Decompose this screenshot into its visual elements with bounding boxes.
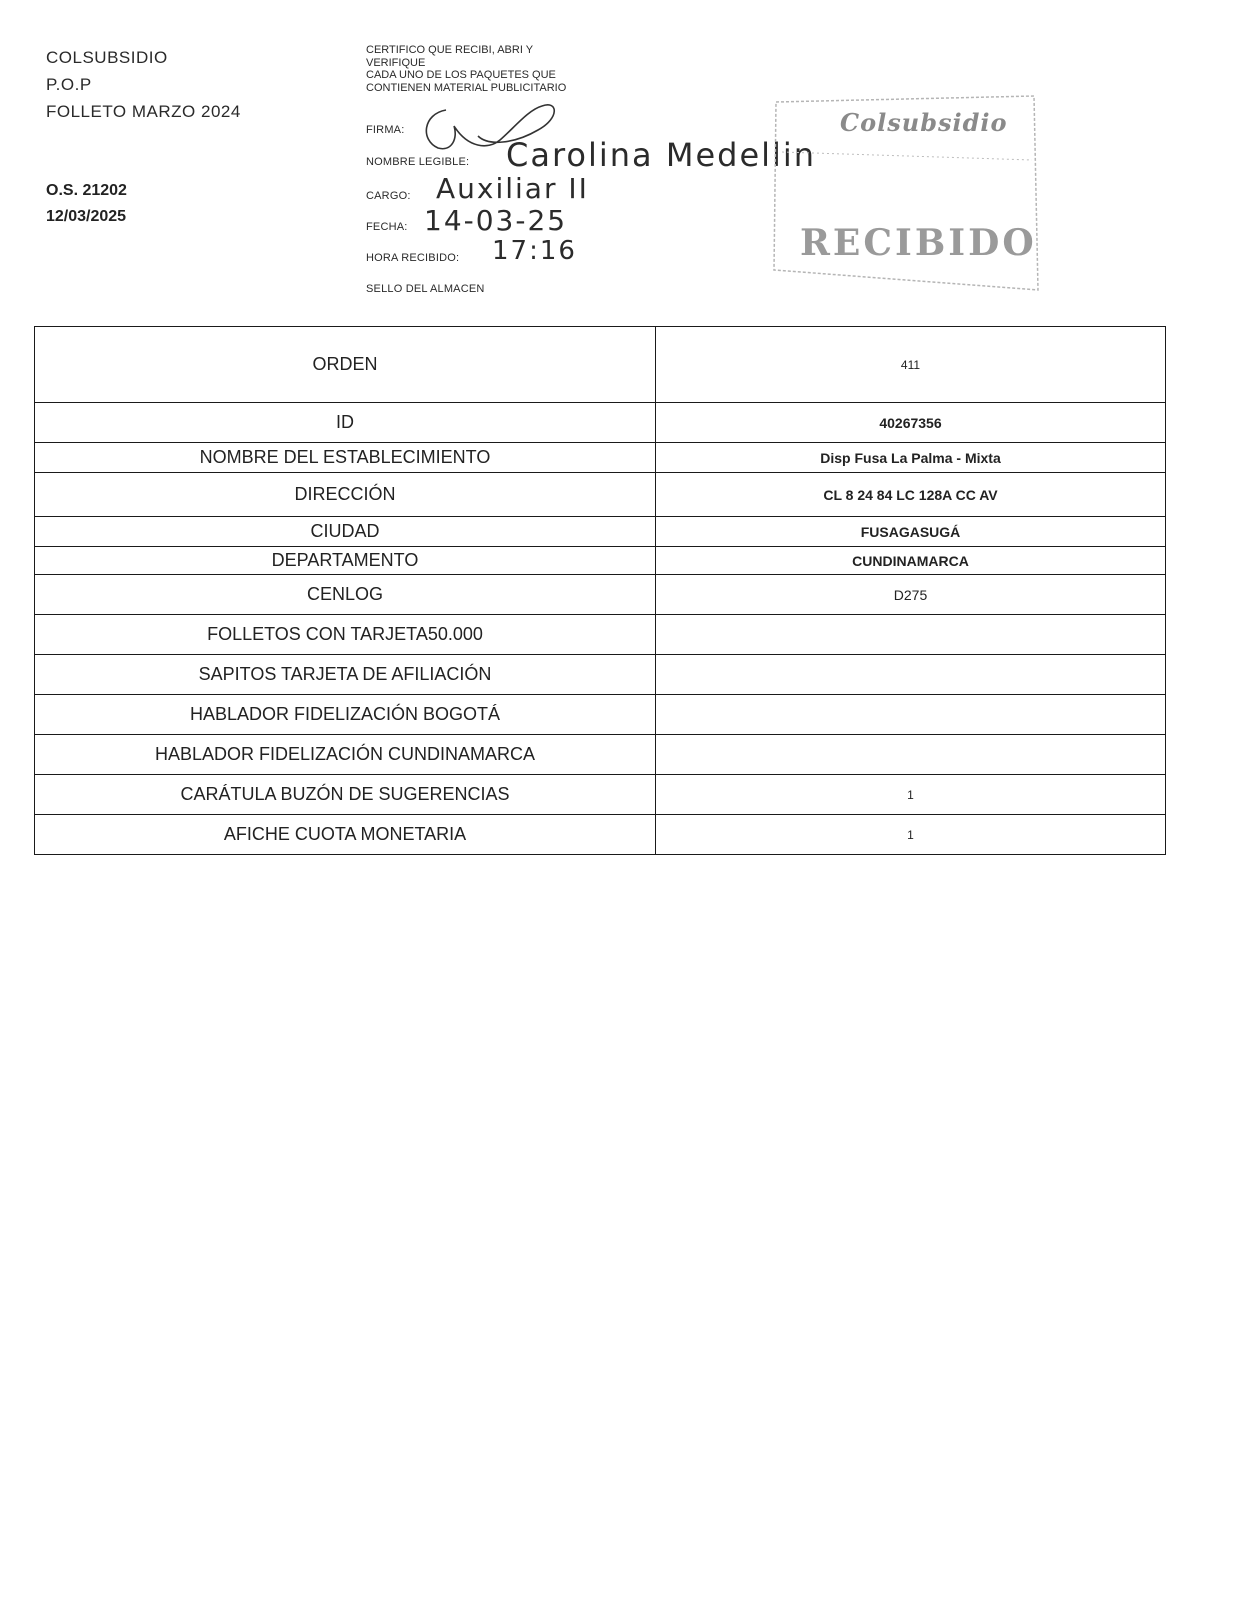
table-row (35, 327, 1166, 403)
row-label: DEPARTAMENTO (35, 547, 656, 575)
row-label: AFICHE CUOTA MONETARIA (35, 815, 656, 855)
header-block (46, 44, 241, 125)
table-row (35, 517, 1166, 547)
row-value: CL 8 24 84 LC 128A CC AV (656, 473, 1166, 517)
table-row (35, 655, 1166, 695)
row-value: CUNDINAMARCA (656, 547, 1166, 575)
row-value: 1 (656, 815, 1166, 855)
certification-line: VERIFIQUE (366, 56, 426, 69)
row-label: SAPITOS TARJETA DE AFILIACIÓN (35, 655, 656, 695)
certification-line: CONTIENEN MATERIAL PUBLICITARIO (366, 81, 567, 94)
row-value: 40267356 (656, 403, 1166, 443)
table-row (35, 473, 1166, 517)
row-value (656, 615, 1166, 655)
row-label: HABLADOR FIDELIZACIÓN BOGOTÁ (35, 695, 656, 735)
stamp-received-text: RECIBIDO (800, 222, 1037, 264)
row-label: CIUDAD (35, 517, 656, 547)
fecha-label: FECHA: (366, 221, 408, 233)
row-label: CENLOG (35, 575, 656, 615)
sello-label: SELLO DEL ALMACEN (366, 283, 485, 295)
row-value: 411 (656, 327, 1166, 403)
table-row (35, 735, 1166, 775)
table-row (35, 547, 1166, 575)
row-value (656, 695, 1166, 735)
campaign-title: FOLLETO MARZO 2024 (46, 102, 241, 121)
handwritten-time: 17:16 (492, 236, 577, 266)
handwritten-name: Carolina Medellin (506, 136, 817, 174)
table-row (35, 403, 1166, 443)
row-label: FOLLETOS CON TARJETA50.000 (35, 615, 656, 655)
row-value (656, 735, 1166, 775)
table-row (35, 575, 1166, 615)
certification-text (366, 44, 666, 94)
delivery-table (34, 326, 1166, 855)
row-label: ID (35, 403, 656, 443)
order-service-block (46, 178, 127, 230)
hora-label: HORA RECIBIDO: (366, 252, 460, 264)
table-row (35, 443, 1166, 473)
row-label: DIRECCIÓN (35, 473, 656, 517)
row-label: HABLADOR FIDELIZACIÓN CUNDINAMARCA (35, 735, 656, 775)
certification-line: CERTIFICO QUE RECIBI, ABRI Y (366, 44, 534, 56)
table-row (35, 695, 1166, 735)
table-row (35, 775, 1166, 815)
row-label: NOMBRE DEL ESTABLECIMIENTO (35, 443, 656, 473)
nombre-label: NOMBRE LEGIBLE: (366, 156, 470, 168)
cargo-label: CARGO: (366, 190, 411, 202)
certification-line: CADA UNO DE LOS PAQUETES QUE (366, 69, 556, 81)
stamp-brand-text: Colsubsidio (840, 108, 1008, 137)
row-value: 1 (656, 775, 1166, 815)
handwritten-date: 14-03-25 (424, 204, 568, 237)
row-label: CARÁTULA BUZÓN DE SUGERENCIAS (35, 775, 656, 815)
row-value: D275 (656, 575, 1166, 615)
handwritten-cargo: Auxiliar II (436, 172, 589, 205)
order-service-date: 12/03/2025 (46, 208, 127, 225)
row-value (656, 655, 1166, 695)
company-name: COLSUBSIDIO (46, 48, 168, 67)
table-row (35, 615, 1166, 655)
pop-label: P.O.P (46, 75, 92, 94)
table-row (35, 815, 1166, 855)
row-value: Disp Fusa La Palma - Mixta (656, 443, 1166, 473)
row-value: FUSAGASUGÁ (656, 517, 1166, 547)
order-service-number: O.S. 21202 (46, 182, 127, 199)
row-label: ORDEN (35, 327, 656, 403)
firma-label: FIRMA: (366, 124, 405, 136)
